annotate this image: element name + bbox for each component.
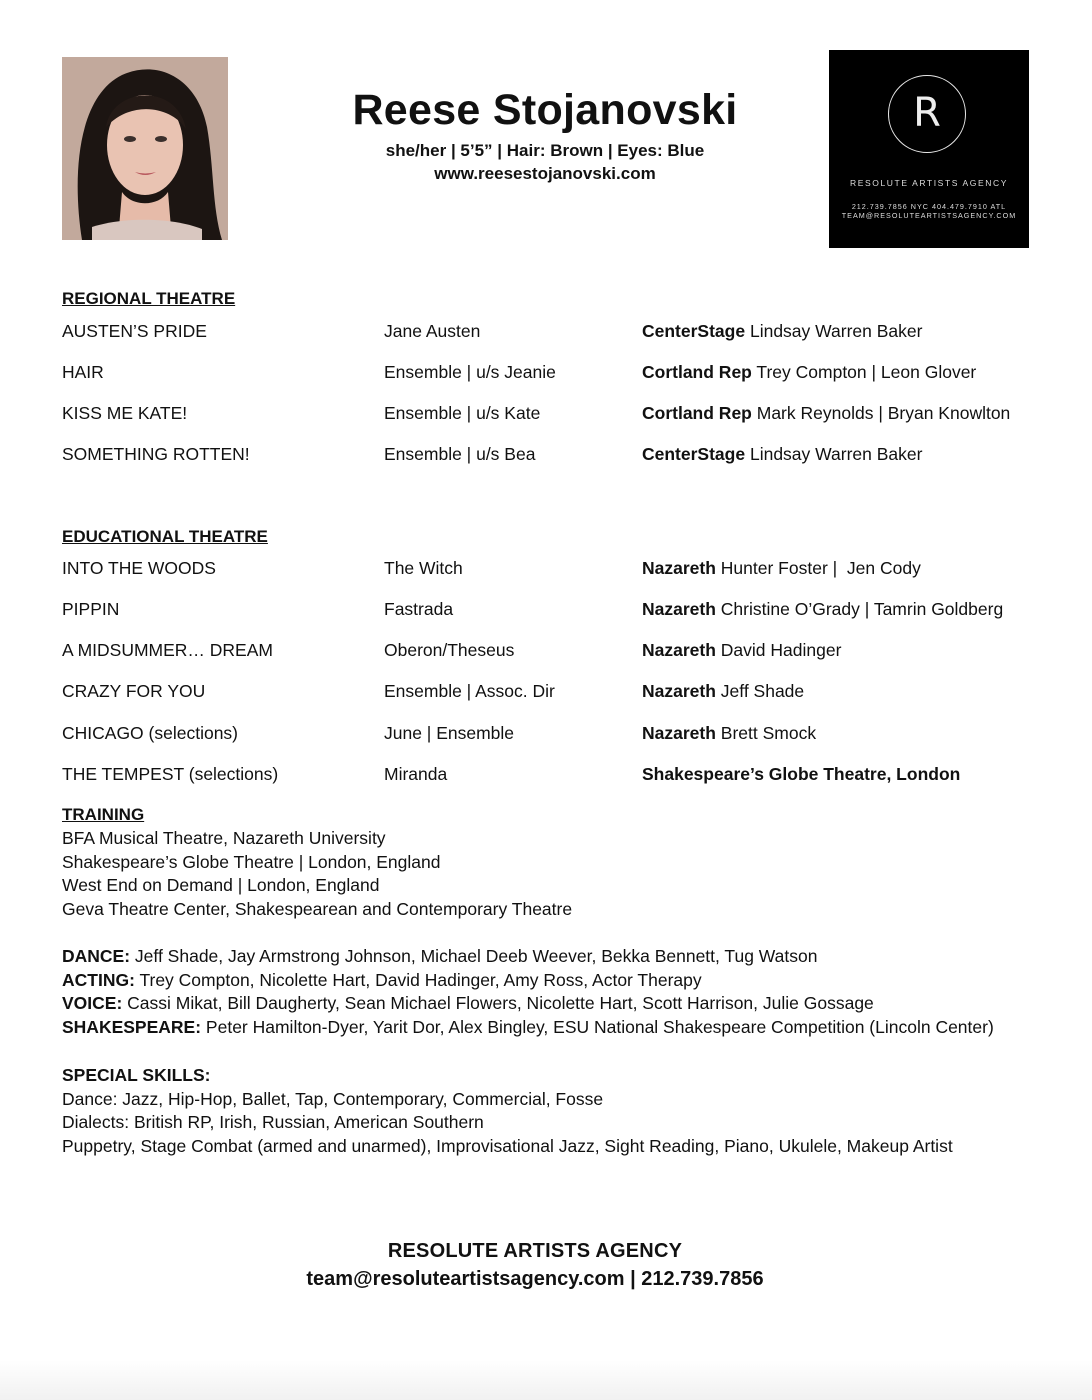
credit-row — [0, 557, 1092, 579]
skill-line: Puppetry, Stage Combat (armed and unarmed), Improvisational Jazz, Sight Reading, Piano, Ukulele, Makeup Artist — [62, 1135, 953, 1156]
skill-line: Dance: Jazz, Hip-Hop, Ballet, Tap, Contemporary, Commercial, Fosse — [62, 1088, 604, 1109]
actor-name: Reese Stojanovski — [352, 86, 738, 134]
regional-theatre-heading: REGIONAL THEATRE — [62, 289, 236, 308]
training-item: West End on Demand | London, England — [62, 875, 380, 896]
logo-contact-phone: 212.739.7856 NYC 404.479.7910 ATL — [851, 202, 1007, 211]
credit-show: HAIR — [62, 362, 104, 382]
credit-people: Jeff Shade — [720, 681, 805, 701]
teacher-line — [62, 969, 994, 993]
resume-header — [330, 84, 760, 186]
credit-venue-line — [642, 763, 960, 785]
credit-show: CRAZY FOR YOU — [62, 681, 206, 701]
credit-show: A MIDSUMMER… DREAM — [62, 640, 273, 660]
credit-venue-line — [642, 722, 816, 744]
agency-footer — [0, 1238, 1070, 1294]
credit-role: Ensemble | Assoc. Dir — [384, 681, 555, 701]
credit-role: Ensemble | u/s Bea — [384, 444, 536, 464]
credit-show: AUSTEN’S PRIDE — [62, 321, 207, 341]
credit-row — [0, 680, 1092, 702]
page-bottom-shade — [0, 1360, 1092, 1400]
credit-venue: Nazareth — [642, 640, 716, 660]
credit-role: The Witch — [384, 558, 463, 578]
teacher-category: DANCE: — [62, 946, 131, 966]
special-skills-heading: SPECIAL SKILLS: — [62, 1065, 211, 1085]
credit-row — [0, 320, 1092, 342]
credit-venue-line — [642, 361, 976, 383]
credit-show: SOMETHING ROTTEN! — [62, 444, 250, 464]
credit-show: KISS ME KATE! — [62, 403, 188, 423]
credit-role: June | Ensemble — [384, 723, 515, 743]
training-item: Geva Theatre Center, Shakespearean and Contemporary Theatre — [62, 898, 573, 919]
credit-people: Hunter Foster | Jen Cody — [720, 558, 921, 578]
teachers-list — [62, 945, 994, 1039]
credit-show: INTO THE WOODS — [62, 558, 216, 578]
teacher-category: ACTING: — [62, 969, 135, 990]
credit-venue: Cortland Rep — [642, 403, 752, 423]
footer-agency-name: RESOLUTE ARTISTS AGENCY — [387, 1240, 683, 1262]
teacher-line — [62, 992, 994, 1016]
credit-role: Ensemble | u/s Jeanie — [384, 362, 556, 382]
credit-venue-line — [642, 557, 921, 579]
credit-show: CHICAGO (selections) — [62, 723, 239, 743]
credit-venue: CenterStage — [642, 444, 746, 464]
credit-row — [0, 639, 1092, 661]
credit-venue: CenterStage — [642, 321, 746, 341]
training-list — [62, 827, 572, 921]
actor-stats: she/her | 5’5” | Hair: Brown | Eyes: Blue — [385, 141, 705, 160]
credit-people: Brett Smock — [720, 723, 817, 743]
credit-people: Christine O’Grady | Tamrin Goldberg — [720, 599, 1004, 619]
educational-theatre-heading: EDUCATIONAL THEATRE — [62, 527, 268, 546]
training-item: BFA Musical Theatre, Nazareth University — [62, 828, 386, 848]
credit-people: David Hadinger — [720, 640, 842, 660]
credit-venue: Nazareth — [642, 681, 716, 701]
footer-contact[interactable]: team@resoluteartistsagency.com | 212.739.7856 — [306, 1268, 764, 1290]
credit-role: Fastrada — [384, 599, 454, 619]
credit-people: Trey Compton | Leon Glover — [756, 362, 977, 382]
credit-venue: Cortland Rep — [642, 362, 752, 382]
skill-line: Dialects: British RP, Irish, Russian, American Southern — [62, 1112, 484, 1133]
special-skills — [62, 1064, 953, 1158]
training-heading: TRAINING — [62, 805, 145, 824]
teacher-line — [62, 1016, 994, 1040]
credit-venue-line — [642, 320, 922, 342]
teacher-names: Cassi Mikat, Bill Daugherty, Sean Michael Flowers, Nicolette Hart, Scott Harrison, Julie Gossage — [122, 993, 874, 1014]
headshot-photo — [62, 57, 228, 240]
teacher-category: SHAKESPEARE: — [62, 1016, 202, 1037]
credit-venue: Nazareth — [642, 599, 716, 619]
logo-contact-email: TEAM@RESOLUTEARTISTSAGENCY.COM — [841, 211, 1017, 220]
logo-agency-name: RESOLUTE ARTISTS AGENCY — [849, 178, 1009, 188]
credit-people: Lindsay Warren Baker — [749, 444, 923, 464]
credit-role: Miranda — [384, 764, 448, 784]
credit-row — [0, 443, 1092, 465]
teacher-line — [62, 945, 994, 969]
agency-logo — [829, 50, 1029, 248]
credit-venue-line — [642, 443, 922, 465]
credit-row — [0, 722, 1092, 744]
logo-circle — [888, 75, 966, 153]
credit-venue-line — [642, 402, 1010, 424]
credit-venue: Shakespeare’s Globe Theatre, London — [642, 764, 961, 784]
credit-people: Mark Reynolds | Bryan Knowlton — [756, 403, 1011, 423]
teacher-category: VOICE: — [62, 993, 123, 1014]
credit-role: Oberon/Theseus — [384, 640, 515, 660]
credit-venue: Nazareth — [642, 558, 716, 578]
credit-show: PIPPIN — [62, 599, 120, 619]
credit-people: Lindsay Warren Baker — [749, 321, 923, 341]
credit-row — [0, 361, 1092, 383]
credit-row — [0, 402, 1092, 424]
actor-website-link[interactable]: www.reesestojanovski.com — [434, 164, 656, 183]
training-item: Shakespeare’s Globe Theatre | London, England — [62, 851, 441, 872]
logo-contact — [829, 202, 1029, 220]
credit-venue: Nazareth — [642, 723, 716, 743]
credit-venue-line — [642, 680, 804, 702]
logo-letter: R — [913, 90, 941, 136]
teacher-names: Peter Hamilton-Dyer, Yarit Dor, Alex Bingley, ESU National Shakespeare Competition (Lincoln Center) — [201, 1016, 994, 1037]
credit-venue-line — [642, 639, 841, 661]
credit-role: Ensemble | u/s Kate — [384, 403, 541, 423]
credit-venue-line — [642, 598, 1003, 620]
credit-row — [0, 598, 1092, 620]
credit-role: Jane Austen — [384, 321, 481, 341]
teacher-names: Trey Compton, Nicolette Hart, David Hadinger, Amy Ross, Actor Therapy — [134, 969, 702, 990]
credit-row — [0, 763, 1092, 785]
credit-show: THE TEMPEST (selections) — [62, 764, 279, 784]
teacher-names: Jeff Shade, Jay Armstrong Johnson, Michael Deeb Weever, Bekka Bennett, Tug Watson — [130, 946, 818, 966]
